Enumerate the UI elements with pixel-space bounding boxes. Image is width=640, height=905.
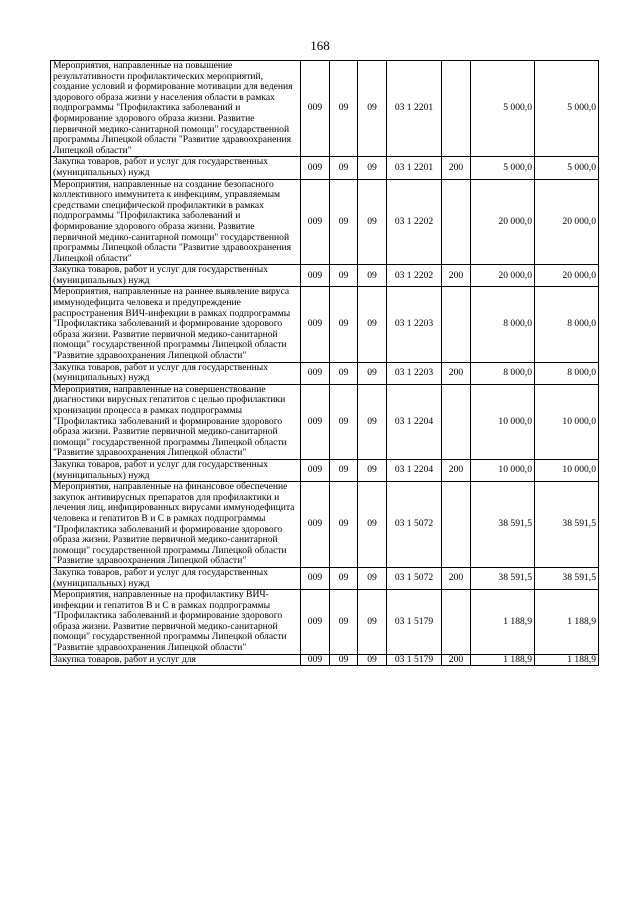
subsection-code-cell: 09: [358, 362, 387, 384]
row-description: Мероприятия, направленные на совершенствование диагностики вирусных гепатитов с целью профилактики хронизации процесса в рамках подпрограммы "Профилактика заболеваний и формирование здорового образа жизни. Развитие первичной медико-санитарной помощи" государственной программы Липецкой области "Развитие здравоохранения Липецкой области": [51, 384, 301, 459]
amount-cell: 8 000,0: [471, 287, 535, 362]
section-code-cell: 09: [330, 590, 358, 655]
ministry-code-cell: 009: [301, 459, 330, 481]
amount-cell: 20 000,0: [471, 265, 535, 287]
subsection-code-cell: 09: [358, 287, 387, 362]
amount-total-cell: 5 000,0: [535, 157, 599, 179]
row-description: Мероприятия, направленные на раннее выявление вируса иммунодефицита человека и предупреждение распространения ВИЧ-инфекции в рамках подпрограммы "Профилактика заболеваний и формирование здорового образа жизни. Развитие первичной медико-санитарной помощи" государственной программы Липецкой области "Развитие здравоохранения Липецкой области": [51, 287, 301, 362]
ministry-code-cell: 009: [301, 567, 330, 589]
section-code-cell: 09: [330, 482, 358, 568]
table-row: [51, 590, 599, 655]
row-description: Мероприятия, направленные на повышение результативности профилактических мероприятий, создание условий и формирование мотивации для ведения здорового образа жизни у населения области в рамках подпрограммы "Профилактика заболеваний и формирование здорового образа жизни. Развитие первичной медико-санитарной помощи" государственной программы Липецкой области "Развитие здравоохранения Липецкой области": [51, 61, 301, 157]
expense-type-cell: 200: [442, 567, 471, 589]
amount-cell: 5 000,0: [471, 61, 535, 157]
ministry-code-cell: 009: [301, 384, 330, 459]
amount-cell: 8 000,0: [471, 362, 535, 384]
table-row: [51, 287, 599, 362]
section-code-cell: 09: [330, 157, 358, 179]
table-row: [51, 567, 599, 589]
amount-cell: 1 188,9: [471, 590, 535, 655]
table-row: [51, 61, 599, 157]
target-article-cell: 03 1 2201: [387, 157, 442, 179]
target-article-cell: 03 1 2201: [387, 61, 442, 157]
row-description: Мероприятия, направленные на профилактику ВИЧ-инфекции и гепатитов В и С в рамках подпрограммы "Профилактика заболеваний и формирование здорового образа жизни. Развитие первичной медико-санитарной помощи" государственной программы Липецкой области "Развитие здравоохранения Липецкой области": [51, 590, 301, 655]
section-code-cell: 09: [330, 459, 358, 481]
section-code-cell: 09: [330, 61, 358, 157]
amount-total-cell: 8 000,0: [535, 287, 599, 362]
target-article-cell: 03 1 2203: [387, 362, 442, 384]
row-description: Закупка товаров, работ и услуг для: [51, 654, 301, 666]
target-article-cell: 03 1 2202: [387, 265, 442, 287]
target-article-cell: 03 1 2204: [387, 384, 442, 459]
target-article-cell: 03 1 5179: [387, 590, 442, 655]
table-row: [51, 654, 599, 666]
expense-type-cell: 200: [442, 265, 471, 287]
row-description: Закупка товаров, работ и услуг для государственных (муниципальных) нужд: [51, 567, 301, 589]
amount-total-cell: 10 000,0: [535, 459, 599, 481]
target-article-cell: 03 1 2203: [387, 287, 442, 362]
section-code-cell: 09: [330, 265, 358, 287]
expense-type-cell: [442, 482, 471, 568]
section-code-cell: 09: [330, 179, 358, 265]
target-article-cell: 03 1 5179: [387, 654, 442, 666]
amount-total-cell: 38 591,5: [535, 567, 599, 589]
row-description: Закупка товаров, работ и услуг для государственных (муниципальных) нужд: [51, 265, 301, 287]
amount-total-cell: 1 188,9: [535, 590, 599, 655]
table-row: [51, 157, 599, 179]
subsection-code-cell: 09: [358, 384, 387, 459]
budget-table: [50, 60, 599, 666]
section-code-cell: 09: [330, 362, 358, 384]
subsection-code-cell: 09: [358, 459, 387, 481]
section-code-cell: 09: [330, 287, 358, 362]
amount-cell: 10 000,0: [471, 384, 535, 459]
row-description: Мероприятия, направленные на создание безопасного коллективного иммунитета к инфекциям, управляемым средствами специфической профилактики в рамках подпрограммы "Профилактика заболеваний и формирование здорового образа жизни. Развитие первичной медико-санитарной помощи" государственной программы Липецкой области "Развитие здравоохранения Липецкой области": [51, 179, 301, 265]
amount-total-cell: 8 000,0: [535, 362, 599, 384]
ministry-code-cell: 009: [301, 287, 330, 362]
amount-cell: 1 188,9: [471, 654, 535, 666]
amount-cell: 20 000,0: [471, 179, 535, 265]
target-article-cell: 03 1 5072: [387, 482, 442, 568]
amount-total-cell: 20 000,0: [535, 265, 599, 287]
table-row: [51, 179, 599, 265]
subsection-code-cell: 09: [358, 61, 387, 157]
expense-type-cell: [442, 590, 471, 655]
subsection-code-cell: 09: [358, 157, 387, 179]
expense-type-cell: [442, 384, 471, 459]
row-description: Закупка товаров, работ и услуг для государственных (муниципальных) нужд: [51, 157, 301, 179]
ministry-code-cell: 009: [301, 590, 330, 655]
ministry-code-cell: 009: [301, 179, 330, 265]
section-code-cell: 09: [330, 384, 358, 459]
table-row: [51, 265, 599, 287]
subsection-code-cell: 09: [358, 265, 387, 287]
subsection-code-cell: 09: [358, 654, 387, 666]
ministry-code-cell: 009: [301, 157, 330, 179]
amount-cell: 5 000,0: [471, 157, 535, 179]
section-code-cell: 09: [330, 654, 358, 666]
amount-total-cell: 20 000,0: [535, 179, 599, 265]
ministry-code-cell: 009: [301, 265, 330, 287]
amount-cell: 38 591,5: [471, 482, 535, 568]
row-description: Закупка товаров, работ и услуг для государственных (муниципальных) нужд: [51, 459, 301, 481]
amount-cell: 38 591,5: [471, 567, 535, 589]
target-article-cell: 03 1 2204: [387, 459, 442, 481]
table-row: [51, 459, 599, 481]
ministry-code-cell: 009: [301, 61, 330, 157]
expense-type-cell: [442, 61, 471, 157]
row-description: Закупка товаров, работ и услуг для государственных (муниципальных) нужд: [51, 362, 301, 384]
expense-type-cell: 200: [442, 362, 471, 384]
subsection-code-cell: 09: [358, 482, 387, 568]
expense-type-cell: 200: [442, 157, 471, 179]
target-article-cell: 03 1 5072: [387, 567, 442, 589]
page-number: 168: [310, 38, 330, 53]
expense-type-cell: 200: [442, 459, 471, 481]
section-code-cell: 09: [330, 567, 358, 589]
expense-type-cell: 200: [442, 654, 471, 666]
subsection-code-cell: 09: [358, 567, 387, 589]
expense-type-cell: [442, 179, 471, 265]
table-row: [51, 362, 599, 384]
subsection-code-cell: 09: [358, 590, 387, 655]
amount-total-cell: 1 188,9: [535, 654, 599, 666]
subsection-code-cell: 09: [358, 179, 387, 265]
amount-total-cell: 5 000,0: [535, 61, 599, 157]
row-description: Мероприятия, направленные на финансовое обеспечение закупок антивирусных препаратов для профилактики и лечения лиц, инфицированных вирусами иммунодефицита человека и гепатитов В и С в рамках подпрограммы "Профилактика заболеваний и формирование здорового образа жизни. Развитие первичной медико-санитарной помощи" государственной программы Липецкой области "Развитие здравоохранения Липецкой области": [51, 482, 301, 568]
target-article-cell: 03 1 2202: [387, 179, 442, 265]
table-row: [51, 482, 599, 568]
expense-type-cell: [442, 287, 471, 362]
amount-total-cell: 38 591,5: [535, 482, 599, 568]
ministry-code-cell: 009: [301, 654, 330, 666]
table-row: [51, 384, 599, 459]
ministry-code-cell: 009: [301, 362, 330, 384]
amount-total-cell: 10 000,0: [535, 384, 599, 459]
amount-cell: 10 000,0: [471, 459, 535, 481]
ministry-code-cell: 009: [301, 482, 330, 568]
